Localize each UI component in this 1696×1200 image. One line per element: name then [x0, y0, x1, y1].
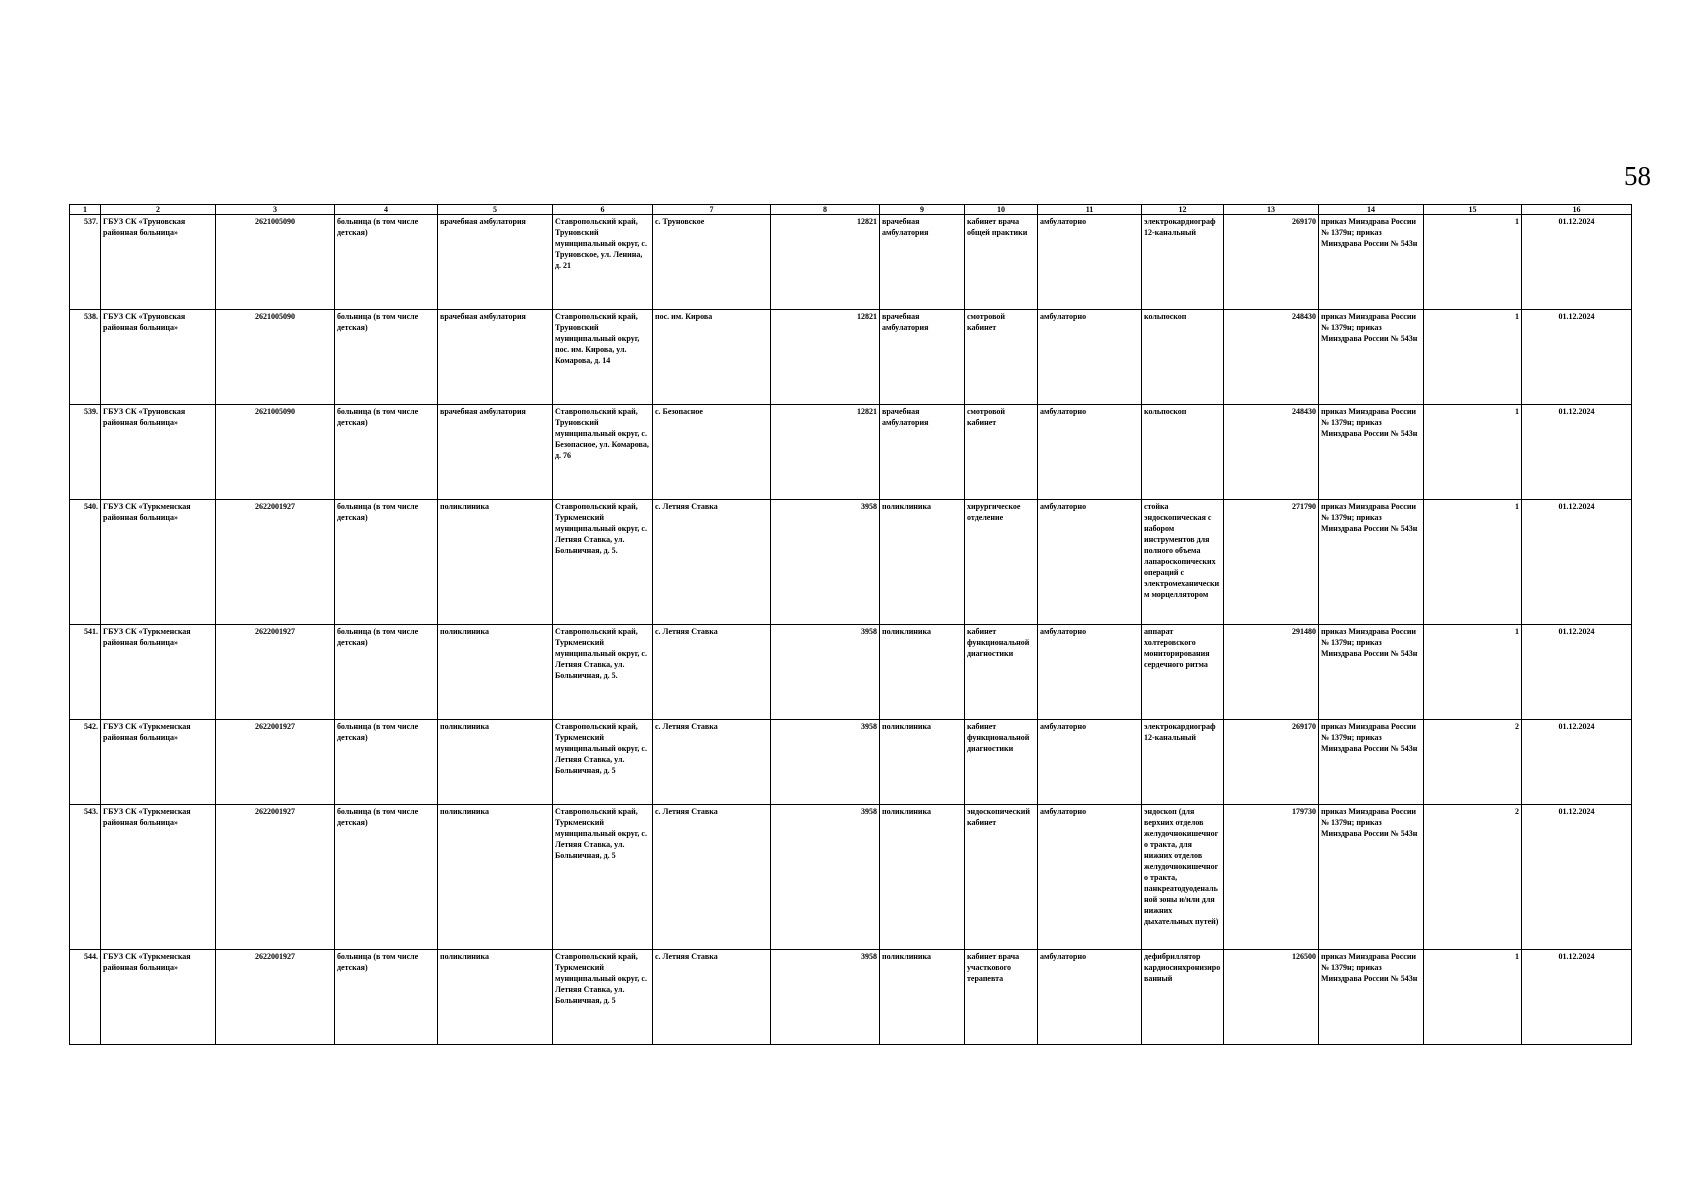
cell-type: больница (в том числе детская)	[335, 950, 438, 1045]
cell-price: 271790	[1224, 500, 1319, 625]
cell-mode: амбулаторно	[1038, 405, 1142, 500]
cell-inn: 2622001927	[216, 720, 335, 805]
cell-address: Ставропольский край, Труновский муниципальный округ, с. Безопасное, ул. Комарова, д. 76	[553, 405, 653, 500]
cell-mode: амбулаторно	[1038, 310, 1142, 405]
cell-mode: амбулаторно	[1038, 805, 1142, 950]
cell-subdiv: поликлиника	[438, 500, 553, 625]
table-row	[70, 215, 1632, 310]
column-header-6: 6	[553, 205, 653, 215]
cell-locality: с. Летняя Ставка	[653, 500, 771, 625]
cell-basis: приказ Минздрава России № 1379н; приказ Минздрава России № 543н	[1319, 215, 1424, 310]
cell-locality: с. Летняя Ставка	[653, 805, 771, 950]
cell-equipment: кольпоскоп	[1142, 405, 1224, 500]
column-header-8: 8	[771, 205, 880, 215]
cell-equipment: кольпоскоп	[1142, 310, 1224, 405]
cell-subdiv: поликлиника	[438, 720, 553, 805]
cell-pop: 3958	[771, 720, 880, 805]
cell-subdiv: поликлиника	[438, 625, 553, 720]
cell-qty: 1	[1424, 405, 1522, 500]
table-row	[70, 950, 1632, 1045]
cell-org: ГБУЗ СК «Туркменская районная больница»	[101, 500, 216, 625]
cell-locality: с. Труновское	[653, 215, 771, 310]
cell-pop: 3958	[771, 805, 880, 950]
cell-unit: поликлиника	[880, 950, 965, 1045]
cell-type: больница (в том числе детская)	[335, 310, 438, 405]
cell-qty: 1	[1424, 215, 1522, 310]
cell-date: 01.12.2024	[1522, 500, 1632, 625]
cell-org: ГБУЗ СК «Труновская районная больница»	[101, 310, 216, 405]
cell-address: Ставропольский край, Труновский муниципальный округ, с. Труновское, ул. Ленина, д. 21	[553, 215, 653, 310]
table-row	[70, 720, 1632, 805]
cell-type: больница (в том числе детская)	[335, 625, 438, 720]
cell-qty: 1	[1424, 310, 1522, 405]
column-header-12: 12	[1142, 205, 1224, 215]
cell-pop: 12821	[771, 215, 880, 310]
cell-locality: с. Безопасное	[653, 405, 771, 500]
cell-inn: 2621005090	[216, 405, 335, 500]
cell-price: 248430	[1224, 310, 1319, 405]
cell-unit: врачебная амбулатория	[880, 215, 965, 310]
cell-inn: 2622001927	[216, 500, 335, 625]
cell-cabinet: смотровой кабинет	[965, 310, 1038, 405]
cell-mode: амбулаторно	[1038, 500, 1142, 625]
cell-locality: с. Летняя Ставка	[653, 720, 771, 805]
cell-basis: приказ Минздрава России № 1379н; приказ Минздрава России № 543н	[1319, 720, 1424, 805]
cell-qty: 1	[1424, 625, 1522, 720]
cell-basis: приказ Минздрава России № 1379н; приказ Минздрава России № 543н	[1319, 310, 1424, 405]
cell-subdiv: поликлиника	[438, 950, 553, 1045]
cell-cabinet: кабинет врача общей практики	[965, 215, 1038, 310]
cell-locality: пос. им. Кирова	[653, 310, 771, 405]
cell-address: Ставропольский край, Туркменский муниципальный округ, с. Летняя Ставка, ул. Больничная, д. 5.	[553, 625, 653, 720]
page-number: 58	[1624, 161, 1651, 191]
cell-inn: 2622001927	[216, 805, 335, 950]
column-header-15: 15	[1424, 205, 1522, 215]
cell-unit: поликлиника	[880, 720, 965, 805]
column-header-11: 11	[1038, 205, 1142, 215]
cell-pop: 3958	[771, 500, 880, 625]
cell-cabinet: кабинет врача участкового терапевта	[965, 950, 1038, 1045]
cell-cabinet: кабинет функциональной диагностики	[965, 720, 1038, 805]
cell-price: 269170	[1224, 720, 1319, 805]
cell-address: Ставропольский край, Труновский муниципальный округ, пос. им. Кирова, ул. Комарова, д. 14	[553, 310, 653, 405]
cell-pop: 3958	[771, 625, 880, 720]
cell-type: больница (в том числе детская)	[335, 500, 438, 625]
cell-equipment: электрокардиограф 12-канальный	[1142, 720, 1224, 805]
cell-inn: 2622001927	[216, 625, 335, 720]
cell-n: 540.	[70, 500, 101, 625]
cell-org: ГБУЗ СК «Труновская районная больница»	[101, 215, 216, 310]
cell-equipment: дефибриллятор кардиосинхронизированный	[1142, 950, 1224, 1045]
cell-qty: 2	[1424, 720, 1522, 805]
cell-basis: приказ Минздрава России № 1379н; приказ Минздрава России № 543н	[1319, 405, 1424, 500]
cell-mode: амбулаторно	[1038, 625, 1142, 720]
cell-qty: 1	[1424, 500, 1522, 625]
cell-price: 248430	[1224, 405, 1319, 500]
table-row	[70, 310, 1632, 405]
cell-date: 01.12.2024	[1522, 720, 1632, 805]
cell-subdiv: поликлиника	[438, 805, 553, 950]
cell-n: 542.	[70, 720, 101, 805]
cell-date: 01.12.2024	[1522, 805, 1632, 950]
cell-n: 537.	[70, 215, 101, 310]
column-header-7: 7	[653, 205, 771, 215]
cell-type: больница (в том числе детская)	[335, 405, 438, 500]
column-header-3: 3	[216, 205, 335, 215]
cell-price: 269170	[1224, 215, 1319, 310]
cell-address: Ставропольский край, Туркменский муниципальный округ, с. Летняя Ставка, ул. Больничная, д. 5	[553, 950, 653, 1045]
cell-equipment: электрокардиограф 12-канальный	[1142, 215, 1224, 310]
cell-n: 539.	[70, 405, 101, 500]
column-header-10: 10	[965, 205, 1038, 215]
cell-unit: поликлиника	[880, 625, 965, 720]
cell-unit: врачебная амбулатория	[880, 310, 965, 405]
cell-type: больница (в том числе детская)	[335, 720, 438, 805]
table-row	[70, 500, 1632, 625]
column-header-9: 9	[880, 205, 965, 215]
column-header-5: 5	[438, 205, 553, 215]
table-row	[70, 405, 1632, 500]
cell-basis: приказ Минздрава России № 1379н; приказ Минздрава России № 543н	[1319, 500, 1424, 625]
cell-inn: 2621005090	[216, 215, 335, 310]
cell-address: Ставропольский край, Туркменский муниципальный округ, с. Летняя Ставка, ул. Больничная, д. 5	[553, 805, 653, 950]
column-header-13: 13	[1224, 205, 1319, 215]
cell-qty: 1	[1424, 950, 1522, 1045]
header-row	[70, 205, 1632, 215]
cell-address: Ставропольский край, Туркменский муниципальный округ, с. Летняя Ставка, ул. Больничная, д. 5	[553, 720, 653, 805]
column-header-4: 4	[335, 205, 438, 215]
cell-cabinet: эндоскопический кабинет	[965, 805, 1038, 950]
cell-date: 01.12.2024	[1522, 405, 1632, 500]
cell-date: 01.12.2024	[1522, 310, 1632, 405]
cell-date: 01.12.2024	[1522, 950, 1632, 1045]
cell-org: ГБУЗ СК «Туркменская районная больница»	[101, 805, 216, 950]
cell-pop: 12821	[771, 405, 880, 500]
cell-n: 538.	[70, 310, 101, 405]
cell-pop: 12821	[771, 310, 880, 405]
cell-equipment: эндоскоп (для верхних отделов желудочнокишечного тракта, для нижних отделов желудочнокишечного тракта, панкреатодуоденальной зоны и/или для нижних дыхательных путей)	[1142, 805, 1224, 950]
cell-type: больница (в том числе детская)	[335, 805, 438, 950]
cell-price: 179730	[1224, 805, 1319, 950]
cell-subdiv: врачебная амбулатория	[438, 310, 553, 405]
cell-qty: 2	[1424, 805, 1522, 950]
cell-mode: амбулаторно	[1038, 215, 1142, 310]
cell-locality: с. Летняя Ставка	[653, 625, 771, 720]
column-header-1: 1	[70, 205, 101, 215]
cell-price: 291480	[1224, 625, 1319, 720]
column-header-14: 14	[1319, 205, 1424, 215]
cell-inn: 2622001927	[216, 950, 335, 1045]
cell-basis: приказ Минздрава России № 1379н; приказ Минздрава России № 543н	[1319, 805, 1424, 950]
table-row	[70, 625, 1632, 720]
cell-pop: 3958	[771, 950, 880, 1045]
cell-mode: амбулаторно	[1038, 720, 1142, 805]
cell-inn: 2621005090	[216, 310, 335, 405]
cell-date: 01.12.2024	[1522, 215, 1632, 310]
cell-basis: приказ Минздрава России № 1379н; приказ Минздрава России № 543н	[1319, 950, 1424, 1045]
cell-org: ГБУЗ СК «Туркменская районная больница»	[101, 625, 216, 720]
cell-cabinet: кабинет функциональной диагностики	[965, 625, 1038, 720]
cell-price: 126500	[1224, 950, 1319, 1045]
cell-org: ГБУЗ СК «Труновская районная больница»	[101, 405, 216, 500]
column-header-2: 2	[101, 205, 216, 215]
cell-cabinet: хирургическое отделение	[965, 500, 1038, 625]
cell-unit: поликлиника	[880, 805, 965, 950]
cell-unit: поликлиника	[880, 500, 965, 625]
cell-type: больница (в том числе детская)	[335, 215, 438, 310]
cell-n: 544.	[70, 950, 101, 1045]
cell-unit: врачебная амбулатория	[880, 405, 965, 500]
cell-date: 01.12.2024	[1522, 625, 1632, 720]
cell-n: 541.	[70, 625, 101, 720]
column-header-16: 16	[1522, 205, 1632, 215]
cell-locality: с. Летняя Ставка	[653, 950, 771, 1045]
cell-subdiv: врачебная амбулатория	[438, 215, 553, 310]
table-row	[70, 805, 1632, 950]
cell-subdiv: врачебная амбулатория	[438, 405, 553, 500]
cell-basis: приказ Минздрава России № 1379н; приказ Минздрава России № 543н	[1319, 625, 1424, 720]
equipment-table	[69, 204, 1632, 1045]
cell-org: ГБУЗ СК «Туркменская районная больница»	[101, 720, 216, 805]
cell-address: Ставропольский край, Туркменский муниципальный округ, с. Летняя Ставка, ул. Больничная, д. 5.	[553, 500, 653, 625]
cell-equipment: стойка эндоскопическая с набором инструментов для полного объема лапароскопических операций с электромеханическим морцеллятором	[1142, 500, 1224, 625]
cell-equipment: аппарат холтеровского мониторирования сердечного ритма	[1142, 625, 1224, 720]
cell-cabinet: смотровой кабинет	[965, 405, 1038, 500]
cell-mode: амбулаторно	[1038, 950, 1142, 1045]
cell-n: 543.	[70, 805, 101, 950]
cell-org: ГБУЗ СК «Туркменская районная больница»	[101, 950, 216, 1045]
